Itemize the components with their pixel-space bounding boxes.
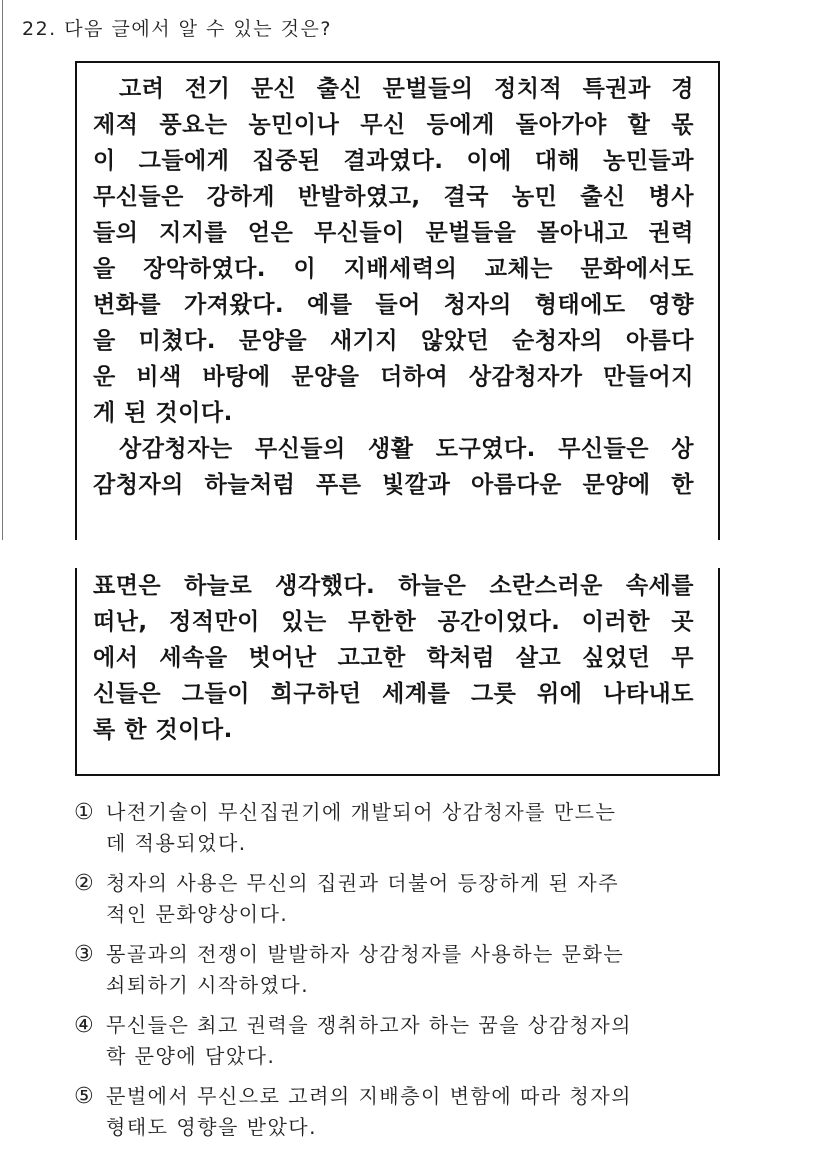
- passage-line: 을 미쳤다. 문양을 새기지 않았던 순청자의 아름다: [93, 328, 694, 354]
- choice-marker: ③: [74, 942, 96, 967]
- choice-2[interactable]: [74, 868, 754, 930]
- choice-1[interactable]: [74, 797, 754, 859]
- passage-line: 무신들은 강하게 반발하였고, 결국 농민 출신 병사: [93, 184, 694, 210]
- passage-line: 떠난, 정적만이 있는 무한한 공간이었다. 이러한 곳: [93, 609, 694, 635]
- choice-text: 형태도 영향을 받았다.: [106, 1115, 317, 1139]
- passage-line: 변화를 가져왔다. 예를 들어 청자의 형태에도 영향: [93, 292, 694, 318]
- choice-marker: ②: [74, 871, 96, 896]
- choice-text: 학 문양에 담았다.: [106, 1044, 276, 1068]
- passage-line: 들의 지지를 얻은 무신들이 문벌들을 몰아내고 권력: [93, 220, 694, 246]
- passage-line: 에서 세속을 벗어난 고고한 학처럼 살고 싶었던 무: [93, 645, 694, 671]
- page-margin-rule: [2, 0, 3, 540]
- choice-marker: ⑤: [74, 1084, 96, 1109]
- passage-line: 신들은 그들이 희구하던 세계를 그릇 위에 나타내도: [93, 681, 694, 707]
- choice-text: 청자의 사용은 무신의 집권과 더불어 등장하게 된 자주: [106, 871, 620, 895]
- choice-text: 데 적용되었다.: [106, 831, 247, 855]
- choice-text: 문벌에서 무신으로 고려의 지배층이 변함에 따라 청자의: [106, 1084, 633, 1108]
- passage-line: 을 장악하였다. 이 지배세력의 교체는 문화에서도: [93, 256, 694, 282]
- passage-line: 상감청자는 무신들의 생활 도구였다. 무신들은 상: [119, 436, 694, 462]
- question-heading: 22. 다음 글에서 알 수 있는 것은?: [22, 18, 332, 40]
- answer-choices: [74, 797, 754, 1152]
- choice-marker: ①: [74, 800, 96, 825]
- passage-line: 제적 풍요는 농민이나 무신 등에게 돌아가야 할 몫: [93, 112, 694, 138]
- passage-line: 운 비색 바탕에 문양을 더하여 상감청자가 만들어지: [93, 364, 694, 390]
- choice-text: 적인 문화양상이다.: [106, 902, 289, 926]
- passage-box-part2: [75, 568, 720, 776]
- choice-4[interactable]: [74, 1010, 754, 1072]
- passage-line: 고려 전기 문신 출신 문벌들의 정치적 특권과 경: [119, 76, 694, 102]
- choice-text: 쇠퇴하기 시작하였다.: [106, 973, 310, 997]
- choice-text: 무신들은 최고 권력을 쟁취하고자 하는 꿈을 상감청자의: [106, 1013, 633, 1037]
- choice-3[interactable]: [74, 939, 754, 1001]
- choice-text: 몽골과의 전쟁이 발발하자 상감청자를 사용하는 문화는: [106, 942, 625, 966]
- passage-line: 감청자의 하늘처럼 푸른 빛깔과 아름다운 문양에 한: [93, 472, 694, 498]
- passage-line: 표면은 하늘로 생각했다. 하늘은 소란스러운 속세를: [93, 573, 694, 599]
- choice-text: 나전기술이 무신집권기에 개발되어 상감청자를 만드는: [106, 800, 617, 824]
- passage-line: 게 된 것이다.: [93, 400, 233, 426]
- passage-box-part1: [75, 61, 720, 540]
- choice-5[interactable]: [74, 1081, 754, 1143]
- choice-marker: ④: [74, 1013, 96, 1038]
- passage-line: 이 그들에게 집중된 결과였다. 이에 대해 농민들과: [93, 148, 694, 174]
- passage-line: 록 한 것이다.: [93, 717, 233, 743]
